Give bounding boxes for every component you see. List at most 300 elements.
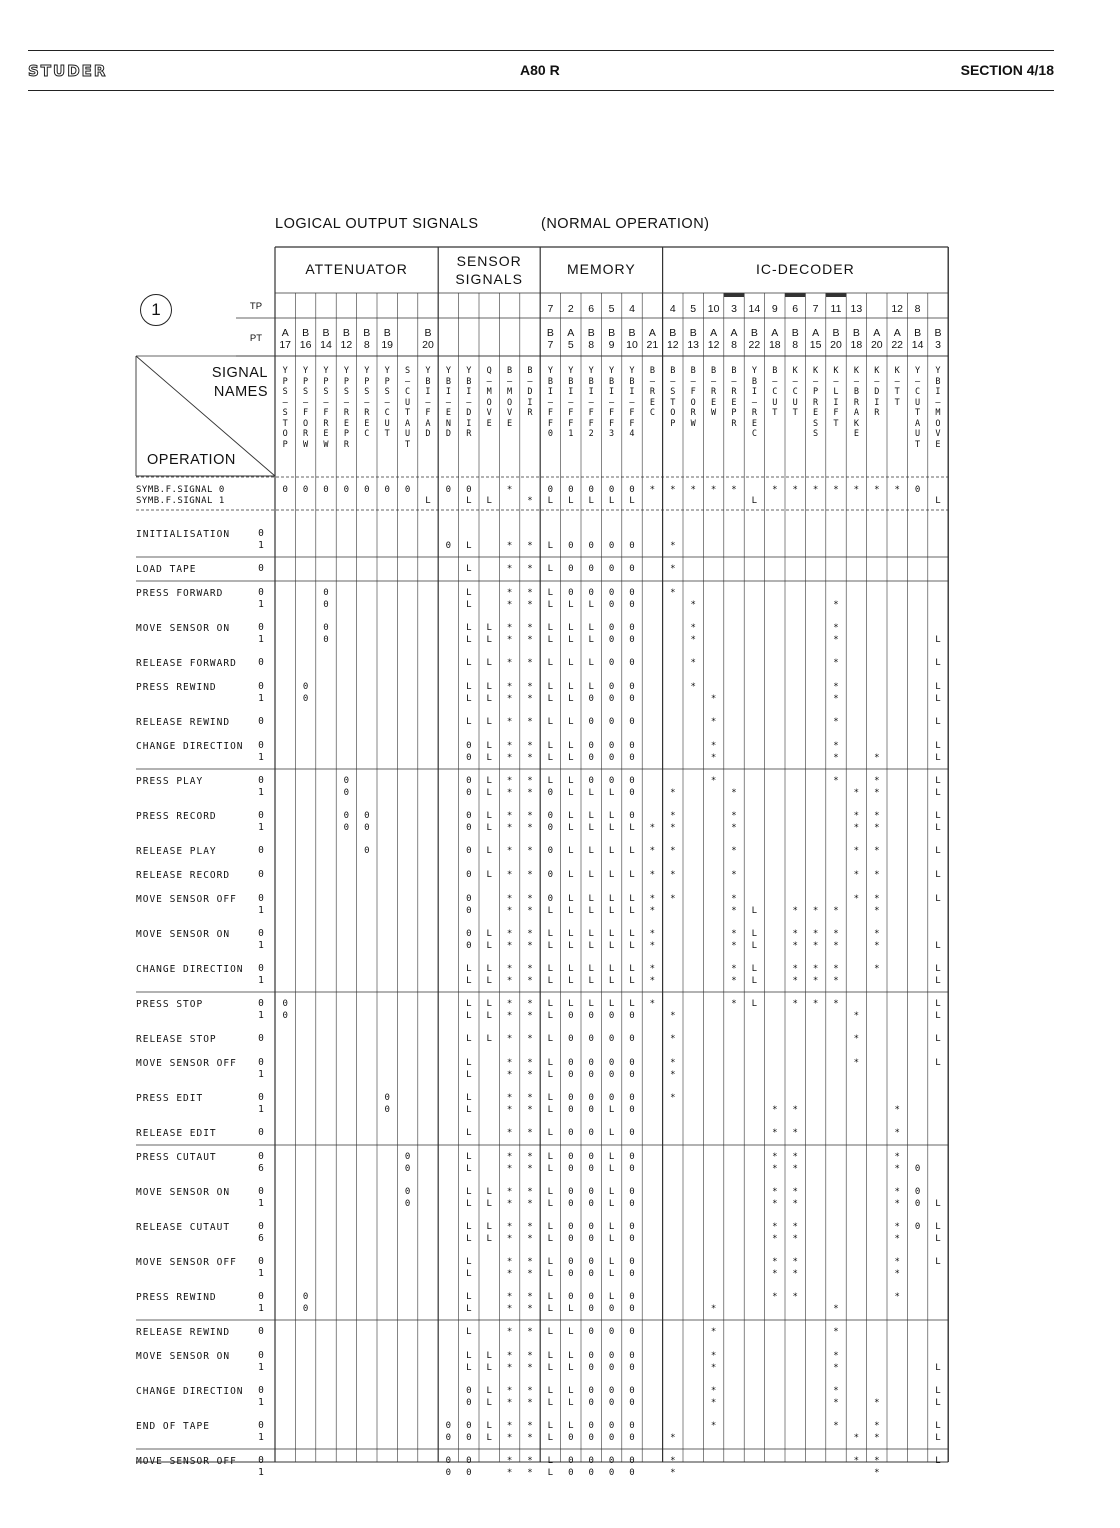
operation-state: 0 bbox=[258, 1326, 264, 1337]
signal-value: L bbox=[935, 682, 941, 692]
signal-value: 0 bbox=[608, 635, 615, 645]
signal-value: * bbox=[710, 1363, 717, 1373]
symbol-cell: L bbox=[568, 496, 574, 506]
signal-value: 0 bbox=[588, 1222, 594, 1232]
pt-code: B 16 bbox=[299, 327, 312, 351]
signal-value: 0 bbox=[914, 1187, 921, 1197]
signal-value: L bbox=[486, 682, 492, 692]
signal-value: * bbox=[710, 741, 717, 751]
signal-value: L bbox=[547, 1187, 554, 1197]
signal-value: * bbox=[874, 894, 880, 904]
signal-value: L bbox=[466, 1327, 472, 1337]
pt-code: B 10 bbox=[626, 327, 638, 351]
signal-value: L bbox=[568, 1398, 574, 1408]
signal-value: * bbox=[792, 1257, 798, 1267]
signal-value: 0 bbox=[547, 870, 554, 880]
signal-value: 0 bbox=[629, 1128, 635, 1138]
symbol-cell: * bbox=[853, 485, 860, 495]
signal-value: L bbox=[935, 776, 941, 786]
signal-value: L bbox=[935, 1398, 941, 1408]
signal-value: * bbox=[710, 1304, 717, 1314]
signal-value: L bbox=[466, 1304, 472, 1314]
operation-label-item: END OF TAPE bbox=[136, 1421, 210, 1432]
signal-value: 0 bbox=[466, 1456, 472, 1466]
operation-label-item: PRESS PLAY bbox=[136, 776, 204, 787]
symbol-cell: 0 bbox=[588, 485, 594, 495]
signal-value: L bbox=[466, 1187, 472, 1197]
signal-value: L bbox=[466, 1034, 472, 1044]
signal-value: 0 bbox=[608, 600, 615, 610]
signal-value: 0 bbox=[547, 823, 554, 833]
signal-name: B ‒ M O V E bbox=[507, 366, 513, 429]
symbol-cell: L bbox=[466, 496, 472, 506]
signal-value: 0 bbox=[629, 1327, 635, 1337]
signal-value: * bbox=[772, 1199, 778, 1209]
signal-value: L bbox=[547, 1327, 554, 1337]
signal-value: L bbox=[629, 976, 635, 986]
operation-state: 0 bbox=[258, 1385, 264, 1396]
operation-label-item: PRESS EDIT bbox=[136, 1093, 204, 1104]
signal-value: L bbox=[568, 635, 574, 645]
signal-value: * bbox=[506, 1199, 513, 1209]
signal-value: L bbox=[486, 941, 492, 951]
signal-name: Y P S ‒ F O R W bbox=[303, 366, 309, 450]
signal-value: * bbox=[527, 1070, 533, 1080]
signal-value: L bbox=[547, 717, 554, 727]
signal-value: L bbox=[466, 1093, 472, 1103]
signal-value: * bbox=[506, 1128, 513, 1138]
signal-value: 0 bbox=[588, 1421, 594, 1431]
tp-number: 7 bbox=[812, 303, 819, 315]
operation-state: 1 bbox=[258, 1467, 264, 1478]
signal-value: L bbox=[547, 929, 554, 939]
signal-value: 0 bbox=[588, 694, 594, 704]
signal-value: L bbox=[568, 623, 574, 633]
signal-value: * bbox=[527, 964, 533, 974]
pt-code: B 22 bbox=[748, 327, 761, 351]
signal-value: * bbox=[506, 894, 513, 904]
operation-label-item: RELEASE REWIND bbox=[136, 1327, 231, 1338]
signal-value: 0 bbox=[588, 1070, 594, 1080]
signal-value: L bbox=[547, 1234, 554, 1244]
signal-value: L bbox=[588, 941, 594, 951]
symbol-cell: 0 bbox=[547, 485, 554, 495]
signal-value: L bbox=[568, 870, 574, 880]
signal-value: 0 bbox=[608, 1386, 615, 1396]
signal-value: 0 bbox=[466, 788, 472, 798]
signal-value: L bbox=[935, 1034, 941, 1044]
signal-value: 0 bbox=[404, 1164, 411, 1174]
operation-state: 1 bbox=[258, 940, 264, 951]
signal-value: 0 bbox=[629, 1398, 635, 1408]
operation-state: 0 bbox=[258, 587, 264, 598]
signal-value: * bbox=[894, 1234, 900, 1244]
operation-state: 0 bbox=[258, 775, 264, 786]
signal-value: L bbox=[547, 658, 554, 668]
signal-value: * bbox=[690, 635, 696, 645]
signal-value: L bbox=[608, 823, 615, 833]
signal-value: L bbox=[466, 1292, 472, 1302]
signal-value: L bbox=[568, 1363, 574, 1373]
signal-value: 0 bbox=[608, 1093, 615, 1103]
signal-value: L bbox=[466, 541, 472, 551]
signal-value: L bbox=[568, 941, 574, 951]
signal-value: * bbox=[833, 717, 839, 727]
signal-value: 0 bbox=[466, 1433, 472, 1443]
signal-value: L bbox=[751, 976, 758, 986]
signal-value: L bbox=[935, 635, 941, 645]
signal-value: * bbox=[506, 964, 513, 974]
signal-value: L bbox=[588, 870, 594, 880]
operation-state: 1 bbox=[258, 693, 264, 704]
signal-value: * bbox=[874, 753, 880, 763]
signal-value: * bbox=[792, 1105, 798, 1115]
signal-value: * bbox=[833, 600, 839, 610]
signal-value: * bbox=[527, 717, 533, 727]
signal-value: * bbox=[670, 870, 676, 880]
signal-value: * bbox=[874, 811, 880, 821]
signal-name: Y B I ‒ E N D bbox=[445, 366, 451, 439]
signal-value: * bbox=[506, 1456, 513, 1466]
signal-value: * bbox=[527, 976, 533, 986]
signal-value: * bbox=[812, 941, 819, 951]
signal-value: L bbox=[568, 776, 574, 786]
signal-value: L bbox=[466, 1269, 472, 1279]
signal-value: 0 bbox=[629, 1234, 635, 1244]
signal-value: L bbox=[935, 1433, 941, 1443]
signal-value: L bbox=[486, 1351, 492, 1361]
signal-value: 0 bbox=[588, 1187, 594, 1197]
signal-value: 0 bbox=[608, 1398, 615, 1408]
signal-value: 0 bbox=[629, 682, 635, 692]
signal-value: 0 bbox=[629, 1421, 635, 1431]
signal-value: 0 bbox=[608, 1351, 615, 1361]
signal-value: 0 bbox=[282, 1011, 288, 1021]
operation-label-item: RELEASE RECORD bbox=[136, 870, 231, 881]
symbol-row-label: SYMB.F.SIGNAL 1 bbox=[136, 496, 225, 506]
operation-state: 0 bbox=[258, 845, 264, 856]
signal-value: L bbox=[629, 894, 635, 904]
signal-value: L bbox=[608, 1234, 615, 1244]
signal-value: 0 bbox=[466, 823, 472, 833]
signal-value: * bbox=[812, 906, 819, 916]
signal-value: L bbox=[547, 906, 554, 916]
signal-value: * bbox=[833, 964, 839, 974]
signal-value: * bbox=[527, 1257, 533, 1267]
signal-value: 0 bbox=[608, 694, 615, 704]
signal-value: * bbox=[670, 823, 676, 833]
signal-value: L bbox=[568, 823, 574, 833]
signal-value: L bbox=[568, 846, 574, 856]
signal-value: L bbox=[588, 635, 594, 645]
signal-value: * bbox=[506, 564, 513, 574]
symbol-cell: 0 bbox=[445, 485, 452, 495]
signal-value: L bbox=[935, 1199, 941, 1209]
operation-state: 0 bbox=[258, 657, 264, 668]
signal-value: * bbox=[527, 1222, 533, 1232]
signal-value: * bbox=[874, 846, 880, 856]
signal-value: 0 bbox=[364, 823, 370, 833]
signal-value: L bbox=[547, 1164, 554, 1174]
signal-value: 0 bbox=[445, 1433, 452, 1443]
signal-value: 0 bbox=[608, 1433, 615, 1443]
operation-state: 0 bbox=[258, 1420, 264, 1431]
signal-value: * bbox=[772, 1222, 778, 1232]
signal-value: * bbox=[812, 999, 819, 1009]
signal-value: 0 bbox=[588, 564, 594, 574]
operation-label-item: MOVE SENSOR OFF bbox=[136, 1456, 237, 1467]
signal-value: L bbox=[935, 999, 941, 1009]
signal-value: 0 bbox=[588, 1234, 594, 1244]
signal-value: * bbox=[772, 1128, 778, 1138]
signal-value: L bbox=[608, 811, 615, 821]
signal-value: 0 bbox=[404, 1199, 411, 1209]
signal-value: * bbox=[527, 541, 533, 551]
signal-value: 0 bbox=[629, 1433, 635, 1443]
signal-value: * bbox=[670, 1058, 676, 1068]
signal-value: 0 bbox=[466, 741, 472, 751]
signal-value: 0 bbox=[466, 1421, 472, 1431]
signal-value: L bbox=[608, 1105, 615, 1115]
signal-value: 0 bbox=[629, 1351, 635, 1361]
signal-value: * bbox=[874, 906, 880, 916]
signal-value: L bbox=[486, 753, 492, 763]
signal-value: * bbox=[527, 1292, 533, 1302]
signal-value: * bbox=[874, 788, 880, 798]
operation-state: 0 bbox=[258, 528, 264, 539]
signal-value: 0 bbox=[629, 1468, 635, 1478]
signal-value: 0 bbox=[629, 1269, 635, 1279]
signal-value: * bbox=[731, 846, 737, 856]
operation-label-item: RELEASE STOP bbox=[136, 1034, 217, 1045]
operation-state: 0 bbox=[258, 681, 264, 692]
operation-label-item: PRESS CUTAUT bbox=[136, 1152, 217, 1163]
signal-value: 0 bbox=[568, 1105, 574, 1115]
signal-value: * bbox=[690, 600, 696, 610]
signal-value: 0 bbox=[323, 588, 329, 598]
signal-value: L bbox=[466, 1234, 472, 1244]
signal-value: 0 bbox=[629, 600, 635, 610]
signal-value: 0 bbox=[588, 1398, 594, 1408]
signal-value: * bbox=[527, 1105, 533, 1115]
signal-value: * bbox=[772, 1105, 778, 1115]
signal-value: L bbox=[935, 894, 941, 904]
signal-value: 0 bbox=[466, 753, 472, 763]
signal-value: L bbox=[568, 717, 574, 727]
symbol-cell: * bbox=[649, 485, 656, 495]
signal-value: * bbox=[506, 1058, 513, 1068]
signal-value: 0 bbox=[466, 1398, 472, 1408]
pt-label: PT bbox=[249, 333, 263, 344]
group-label-memory: MEMORY bbox=[567, 261, 636, 277]
symbol-cell: * bbox=[874, 485, 880, 495]
operation-label-item: MOVE SENSOR OFF bbox=[136, 1257, 237, 1268]
signal-value: * bbox=[527, 753, 533, 763]
signal-value: L bbox=[466, 1222, 472, 1232]
signal-value: L bbox=[466, 976, 472, 986]
signal-value: L bbox=[629, 941, 635, 951]
signal-value: * bbox=[670, 846, 676, 856]
tp-number: 4 bbox=[669, 303, 676, 315]
signal-value: * bbox=[506, 1468, 513, 1478]
signal-value: * bbox=[772, 1187, 778, 1197]
signal-value: * bbox=[527, 1034, 533, 1044]
signal-value: 0 bbox=[608, 753, 615, 763]
symbol-cell: * bbox=[792, 485, 798, 495]
signal-value: * bbox=[670, 894, 676, 904]
signal-value: * bbox=[527, 1468, 533, 1478]
signal-value: * bbox=[894, 1269, 900, 1279]
pt-code: A 12 bbox=[707, 327, 720, 351]
operation-state: 0 bbox=[258, 563, 264, 574]
signal-value: * bbox=[506, 1327, 513, 1337]
signal-value: * bbox=[527, 1093, 533, 1103]
signal-value: * bbox=[833, 694, 839, 704]
signal-value: * bbox=[670, 1468, 676, 1478]
signal-value: L bbox=[547, 600, 554, 610]
signal-value: * bbox=[710, 1421, 717, 1431]
signal-value: * bbox=[506, 635, 513, 645]
signal-value: L bbox=[466, 964, 472, 974]
signal-value: * bbox=[527, 846, 533, 856]
signal-value: * bbox=[833, 999, 839, 1009]
signal-value: L bbox=[547, 753, 554, 763]
signal-value: * bbox=[506, 941, 513, 951]
signal-value: * bbox=[506, 1421, 513, 1431]
signal-name: Y B I ‒ F F 3 bbox=[609, 366, 615, 439]
signal-value: 0 bbox=[629, 541, 635, 551]
operation-label-item: CHANGE DIRECTION bbox=[136, 964, 244, 975]
signal-value: L bbox=[608, 1164, 615, 1174]
signal-value: L bbox=[568, 682, 574, 692]
signal-value: 0 bbox=[547, 788, 554, 798]
operation-state: 1 bbox=[258, 1069, 264, 1080]
symbol-cell: 0 bbox=[608, 485, 615, 495]
signal-value: L bbox=[486, 964, 492, 974]
signal-value: 0 bbox=[629, 1304, 635, 1314]
signal-value: * bbox=[731, 999, 737, 1009]
signal-value: * bbox=[506, 870, 513, 880]
signal-value: L bbox=[466, 717, 472, 727]
signal-value: 0 bbox=[384, 1093, 390, 1103]
pt-code: A 8 bbox=[730, 327, 738, 351]
signal-value: 0 bbox=[568, 1292, 574, 1302]
signal-value: 0 bbox=[588, 1304, 594, 1314]
signal-value: L bbox=[547, 1222, 554, 1232]
symbol-cell: L bbox=[547, 496, 554, 506]
signal-value: L bbox=[466, 1058, 472, 1068]
operation-label-item: RELEASE FORWARD bbox=[136, 658, 237, 669]
signal-value: 0 bbox=[608, 1456, 615, 1466]
signal-value: L bbox=[608, 1128, 615, 1138]
signal-value: 0 bbox=[629, 1070, 635, 1080]
tp-number: 9 bbox=[771, 303, 778, 315]
signal-value: * bbox=[527, 564, 533, 574]
signal-value: * bbox=[772, 1269, 778, 1279]
symbol-cell: * bbox=[506, 485, 513, 495]
signal-value: * bbox=[670, 811, 676, 821]
signal-value: * bbox=[527, 999, 533, 1009]
operation-label-item: PRESS REWIND bbox=[136, 682, 217, 693]
operation-state: 0 bbox=[258, 869, 264, 880]
signal-value: L bbox=[486, 694, 492, 704]
tp-number: 14 bbox=[748, 303, 761, 315]
signal-value: 0 bbox=[343, 788, 350, 798]
signal-name: K ‒ D I R bbox=[874, 366, 880, 418]
signal-value: 0 bbox=[588, 741, 594, 751]
signal-value: * bbox=[731, 964, 737, 974]
signal-name: Y P S ‒ F R E W bbox=[323, 366, 329, 450]
section-label: SECTION 4/18 bbox=[960, 62, 1054, 78]
signal-value: L bbox=[608, 1257, 615, 1267]
signal-value: * bbox=[833, 658, 839, 668]
signal-value: * bbox=[853, 870, 860, 880]
symbol-cell: 0 bbox=[302, 485, 309, 495]
signal-value: * bbox=[506, 1234, 513, 1244]
signal-value: L bbox=[547, 1093, 554, 1103]
signal-value: L bbox=[568, 1386, 574, 1396]
signal-value: * bbox=[894, 1199, 900, 1209]
signal-value: 0 bbox=[568, 1011, 574, 1021]
signal-name: Y B I ‒ F A D bbox=[425, 366, 431, 439]
signal-value: L bbox=[608, 976, 615, 986]
signal-value: L bbox=[568, 976, 574, 986]
signal-value: 0 bbox=[588, 1363, 594, 1373]
operation-label-item: INITIALISATION bbox=[136, 529, 231, 540]
signal-value: L bbox=[466, 623, 472, 633]
signal-value: 0 bbox=[608, 1421, 615, 1431]
signal-value: * bbox=[527, 1398, 533, 1408]
signal-value: L bbox=[547, 1105, 554, 1115]
signal-value: * bbox=[670, 788, 676, 798]
signal-value: * bbox=[772, 1257, 778, 1267]
signal-value: * bbox=[527, 623, 533, 633]
operation-label-item: MOVE SENSOR ON bbox=[136, 1187, 231, 1198]
signal-value: * bbox=[812, 929, 819, 939]
signal-value: * bbox=[710, 753, 717, 763]
signal-value: 0 bbox=[466, 846, 472, 856]
signal-value: * bbox=[792, 929, 798, 939]
signal-value: * bbox=[853, 823, 860, 833]
signal-value: * bbox=[792, 1152, 798, 1162]
signal-value: * bbox=[527, 1187, 533, 1197]
signal-value: * bbox=[527, 1421, 533, 1431]
signal-value: * bbox=[874, 941, 880, 951]
signal-name: Y B I ‒ M O V E bbox=[935, 366, 941, 450]
pt-code: B 7 bbox=[546, 327, 554, 351]
signal-value: * bbox=[853, 788, 860, 798]
signal-value: L bbox=[608, 1199, 615, 1209]
signal-name: B ‒ S T O P bbox=[670, 366, 676, 429]
signal-value: 0 bbox=[914, 1222, 921, 1232]
signal-value: * bbox=[506, 1351, 513, 1361]
signal-value: 0 bbox=[568, 1034, 574, 1044]
signal-value: 0 bbox=[588, 1093, 594, 1103]
signal-value: 0 bbox=[302, 694, 309, 704]
signal-value: L bbox=[568, 906, 574, 916]
signal-name: K ‒ L I F T bbox=[833, 366, 839, 429]
signal-name: K ‒ P R E S S bbox=[813, 366, 819, 439]
signal-name: K ‒ B R A K E bbox=[853, 366, 859, 439]
signal-value: * bbox=[731, 941, 737, 951]
signal-value: * bbox=[690, 623, 696, 633]
signal-value: L bbox=[486, 929, 492, 939]
signal-value: * bbox=[527, 1164, 533, 1174]
operation-state: 0 bbox=[258, 893, 264, 904]
signal-value: * bbox=[649, 823, 656, 833]
signal-value: L bbox=[547, 741, 554, 751]
signal-value: L bbox=[935, 964, 941, 974]
